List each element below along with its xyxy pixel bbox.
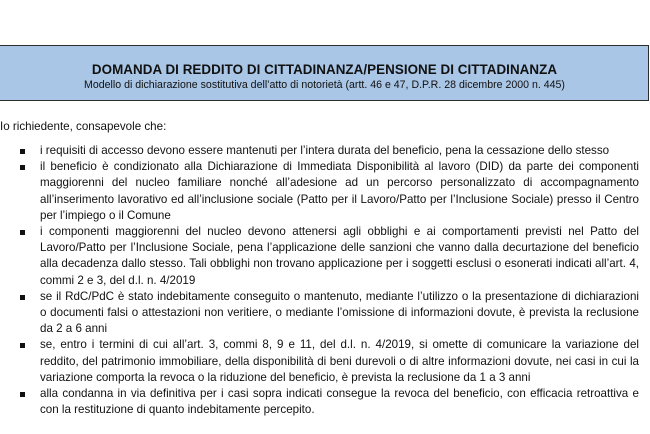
list-item: [0, 143, 650, 159]
square-bullet-icon: [20, 165, 25, 170]
list-item: [0, 289, 650, 338]
document-title: DOMANDA DI REDDITO DI CITTADINANZA/PENSIONE DI CITTADINANZA: [91, 62, 558, 77]
list-item-text: se, entro i termini di cui all’art. 3, commi 8, 9 e 11, del d.l. n. 4/2019, si omette di comunicare la variazione del reddito, del patrimonio immobiliare, della disponibilità di beni durevoli o di altre informazioni dovute, nei casi in cui la variazione comporta la revoca o la riduzione del beneficio, è prevista la reclusione da 1 a 3 anni: [40, 338, 639, 384]
document-subtitle: Modello di dichiarazione sostitutiva dell’atto di notorietà (artt. 46 e 47, D.P.R. 28 dicembre 2000 n. 445): [84, 79, 565, 91]
list-item: [0, 386, 650, 418]
list-item-text: se il RdC/PdC è stato indebitamente conseguito o mantenuto, mediante l’utilizzo o la presentazione di dichiarazioni o documenti falsi o attestazioni non veritiere, o mediante l’omissione di informazioni dovute, è prevista la reclusione da 2 a 6 anni: [40, 289, 639, 336]
list-item-text: i requisiti di accesso devono essere mantenuti per l’intera durata del beneficio, pena la cessazione dello stesso: [40, 144, 610, 157]
square-bullet-icon: [20, 343, 25, 348]
square-bullet-icon: [20, 149, 25, 154]
list-item-text: il beneficio è condizionato alla Dichiarazione di Immediata Disponibilità al lavoro (DID) da parte dei componenti maggiorenni del nucleo familiare nonché all’adesione ad un percorso personalizzato di accompagnamento all’inserimento lavorativo ed all’inclusione sociale (Patto per il Lavoro/Patto per l’Inclusione Sociale) presso il Centro per l’impiego o il Comune: [40, 160, 639, 222]
form-header-box: [0, 45, 649, 101]
square-bullet-icon: [20, 230, 25, 235]
list-item: [0, 159, 650, 224]
list-item: [0, 224, 650, 289]
header-area: [0, 0, 650, 112]
list-item-text: i componenti maggiorenni del nucleo devono attenersi agli obblighi e ai comportamenti previsti nel Patto del Lavoro/Patto per l’Inclusione Sociale, pena l’applicazione delle sanzioni che vanno dalla decurtazione del beneficio alla decadenza dallo stesso. Tali obblighi non trovano applicazione per i soggetti esclusi o esonerati indicati all’art. 4, commi 2 e 3, del d.l. n. 4/2019: [40, 225, 639, 287]
intro-text: Io richiedente, consapevole che:: [0, 120, 167, 133]
square-bullet-icon: [20, 392, 25, 397]
declaration-list: [0, 143, 650, 418]
square-bullet-icon: [20, 295, 25, 300]
list-item: [0, 337, 650, 386]
list-item-text: alla condanna in via definitiva per i casi sopra indicati consegue la revoca del beneficio, con efficacia retroattiva e con la restituzione di quanto indebitamente percepito.: [40, 387, 639, 417]
